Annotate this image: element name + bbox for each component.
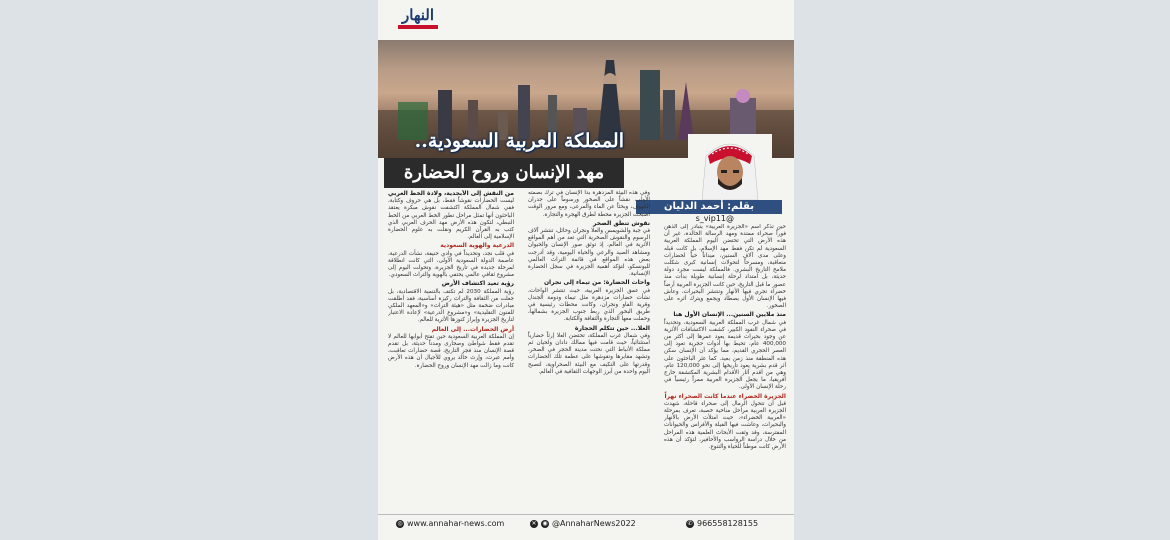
whatsapp-icon: ✆ (687, 519, 693, 527)
author-byline: بقلم: أحمد الدليان (636, 200, 782, 214)
x-icon: ✕ (531, 519, 537, 527)
footer-website-text[interactable]: www.annahar-news.com (407, 519, 505, 528)
article-column-right (664, 224, 786, 512)
article-subheading: الجزيرة الخضراء عندما كانت الصحراء نهراً (664, 392, 786, 400)
article-paragraph: قبل أن تتحول الرمال إلى صحراء قاحلة، شهدت الجزيرة العربية مراحل مناخية خصبة، تعرف بمرحلة «العربية الخضراء»، حيث امتلأت الأرض بالأنهار والبحيرات، وعاشت فيها الفيلة والأفراس والحيوانات المفترسة، وقد وثقت الأبحاث العلمية هذه المراحل من خلال دراسة الرواسب والأحافير، لتؤكد أن هذه الأرض كانت موطناً للحياة والتنوع. (664, 400, 786, 451)
article-paragraph: وفي شمال غرب المملكة، تحتضن العلا إرثاً حضارياً استثنائياً، حيث قامت فيها ممالك دادان ولحيان ثم مملكة الأنباط التي نحتت مدينة الحجر في الصخر، وتشهد مقابرها ونقوشها على عظمة تلك الحضارات وقدرتها على التكيف مع البيئة الصحراوية، لتصبح اليوم واحدة من أبرز الوجهات الثقافية في العالم. (528, 332, 650, 375)
article-column-left (388, 190, 514, 512)
article-subheading: العلا... حين تتكلم الحجارة (574, 324, 650, 332)
article-paragraph: في قلب نجد، وتحديداً في وادي حنيفة، نشأت الدرعية، عاصمة الدولة السعودية الأولى، التي كانت انطلاقة لمرحلة جديدة في تاريخ الجزيرة، وتحولت اليوم إلى مشروع ثقافي عالمي يحتفي بالهوية والتراث السعودي. (388, 250, 514, 279)
article-paragraph: في شمال غرب المملكة العربية السعودية، وتحديداً في صحراء النفود الكبير، كشفت الاكتشافات الأثرية عن وجود بحيرات قديمة يعود عمرها إلى أكثر من 400,000 عام، تحيط بها أدوات حجرية تعود إلى العصر الحجري القديم، مما يؤكد أن الإنسان سكن هذه المنطقة منذ زمن بعيد. كما عثر الباحثون على أثر قدم بشرية يعود تاريخها إلى نحو 120,000 عام، وهي من أقدم آثار الأقدام البشرية المكتشفة خارج أفريقيا، ما يجعل الجزيرة العربية ممراً رئيسياً في رحلة الإنسان الأولى. (664, 319, 786, 391)
article-paragraph: في عمق الجزيرة العربية، حيث تنتشر الواحات، نشأت حضارات مزدهرة مثل تيماء ودومة الجندل وقرية الفاو ونجران، وكانت محطات رئيسية في طريق البخور الذي ربط جنوب الجزيرة بشمالها، وحملت معها التجارة والثقافة والكتابة. (528, 287, 650, 323)
article-paragraph: وفي هذه البيئة المزدهرة بدأ الإنسان في ترك بصمته الأولى، نقشاً على الصخور ورسوماً على جدران الكهوف، وبحثاً عن الماء والمرعى، ومع مرور الوقت أصبحت الجزيرة محطة لطرق الهجرة والتجارة. (528, 190, 650, 218)
newspaper-logo (396, 8, 440, 32)
footer-social-text[interactable]: @AnnaharNews2022 (552, 519, 636, 528)
author-handle: s_vip11@ (695, 214, 734, 223)
article-paragraph: ليست الحضارات نقوشاً فقط، بل هي حروف وكتابة، ففي شمال المملكة اكتشفت نقوش مبكرة يعتقد الباحثون أنها تمثل مراحل تطور الخط العربي من الخط النبطي، لتكون هذه الأرض مهد الحرف العربي الذي كتب به القرآن الكريم ونقلت به علوم الحضارة الإسلامية إلى العالم. (388, 198, 514, 241)
article-paragraph: إن المملكة العربية السعودية حين تفتح أبوابها للعالم لا تقدم فقط شواطئ وصحارى ومدناً حديثة، بل تقدم قصة الإنسان منذ فجر التاريخ، قصة حضارات تعاقبت، وأمم عبرت، وإرث خالد يروي للأجيال أن هذه الأرض كانت وما زالت مهد الإنسان وروح الحضارة. (388, 333, 514, 369)
footer-social (530, 519, 636, 528)
article-subheading: الدرعية والهوية السعودية (440, 242, 514, 250)
headline-line-1: المملكة العربية السعودية.. (414, 130, 624, 152)
article-subheading: منذ ملايين السنين... الإنسان الأول هنا (673, 311, 786, 319)
footer-phone (686, 519, 758, 528)
article-subheading: رؤية تعيد اكتشاف الأرض (441, 280, 514, 288)
article-subheading: أرض الحضارات... إلى العالم (431, 325, 514, 333)
article-paragraph: حين تذكر اسم «الجزيرة العربية» يتبادر إلى الذهن فوراً صحراء ممتدة ومهد الرسالة الخالدة، غير أن هذه الأرض التي تحتضن اليوم المملكة العربية السعودية لم تكن فقط مهد الإسلام، بل كانت قبله وعلى مدى آلاف السنين، ميداناً حياً لحضارات متعاقبة، ومسرحاً لتحولات إنسانية كبرى شكلت ملامح التاريخ البشري. فالمملكة ليست مجرد دولة حديثة، بل امتداد لرحلة إنسانية طويلة بدأت منذ عصور ما قبل التاريخ، حين كانت الجزيرة العربية أرضاً خضراء تجري فيها الأنهار وتنتشر البحيرات، وعاش فيها الإنسان الأول يصطاد ويجمع ويترك أثره على الصخور. (664, 224, 786, 310)
page-footer (378, 514, 794, 533)
globe-icon: ◎ (397, 519, 403, 527)
article-paragraph: رؤية المملكة 2030 لم تكتف بالتنمية الاقتصادية، بل جعلت من الثقافة والتراث ركيزة أساسية، فقد أطلقت مبادرات ضخمة مثل «هيئة التراث» و«المعهد الملكي للفنون التقليدية» و«مشروع الدرعية» لإعادة الاعتبار لتاريخ الجزيرة وإبراز كنوزها الأثرية للعالم. (388, 288, 514, 324)
footer-website (396, 519, 504, 528)
instagram-icon: ◉ (542, 519, 548, 527)
author-portrait (688, 134, 772, 200)
right-background (794, 0, 1170, 540)
article-subheading: نقوش تنطق الصخر (592, 219, 650, 227)
newspaper-page (378, 0, 794, 540)
article-column-middle (528, 190, 650, 512)
author-portrait-illustration (688, 134, 772, 200)
logo-underline (398, 25, 438, 29)
article-subheading: من النقش إلى الأبجدية، ولادة الخط العربي (388, 190, 514, 197)
article-paragraph: في جبة والشويمس والعلا ونجران وحائل، تنتشر آلاف الرسوم والنقوش الصخرية التي تعد من أهم المواقع الأثرية في العالم، إذ توثق صور الإنسان والحيوان ومشاهد الصيد والرعي والحياة اليومية، وقد أدرجت بعض هذه المواقع في قائمة التراث العالمي لليونسكو، لتؤكد أهمية الجزيرة في سجل الحضارة الإنسانية. (528, 228, 650, 278)
logo-text: النهار (402, 6, 434, 24)
headline-line-2: مهد الإنسان وروح الحضارة (384, 158, 624, 188)
article-subheading: واحات الحضارة: من تيماء إلى نجران (543, 279, 650, 287)
left-background (0, 0, 378, 540)
footer-phone-text[interactable]: 966558128155 (697, 519, 759, 528)
